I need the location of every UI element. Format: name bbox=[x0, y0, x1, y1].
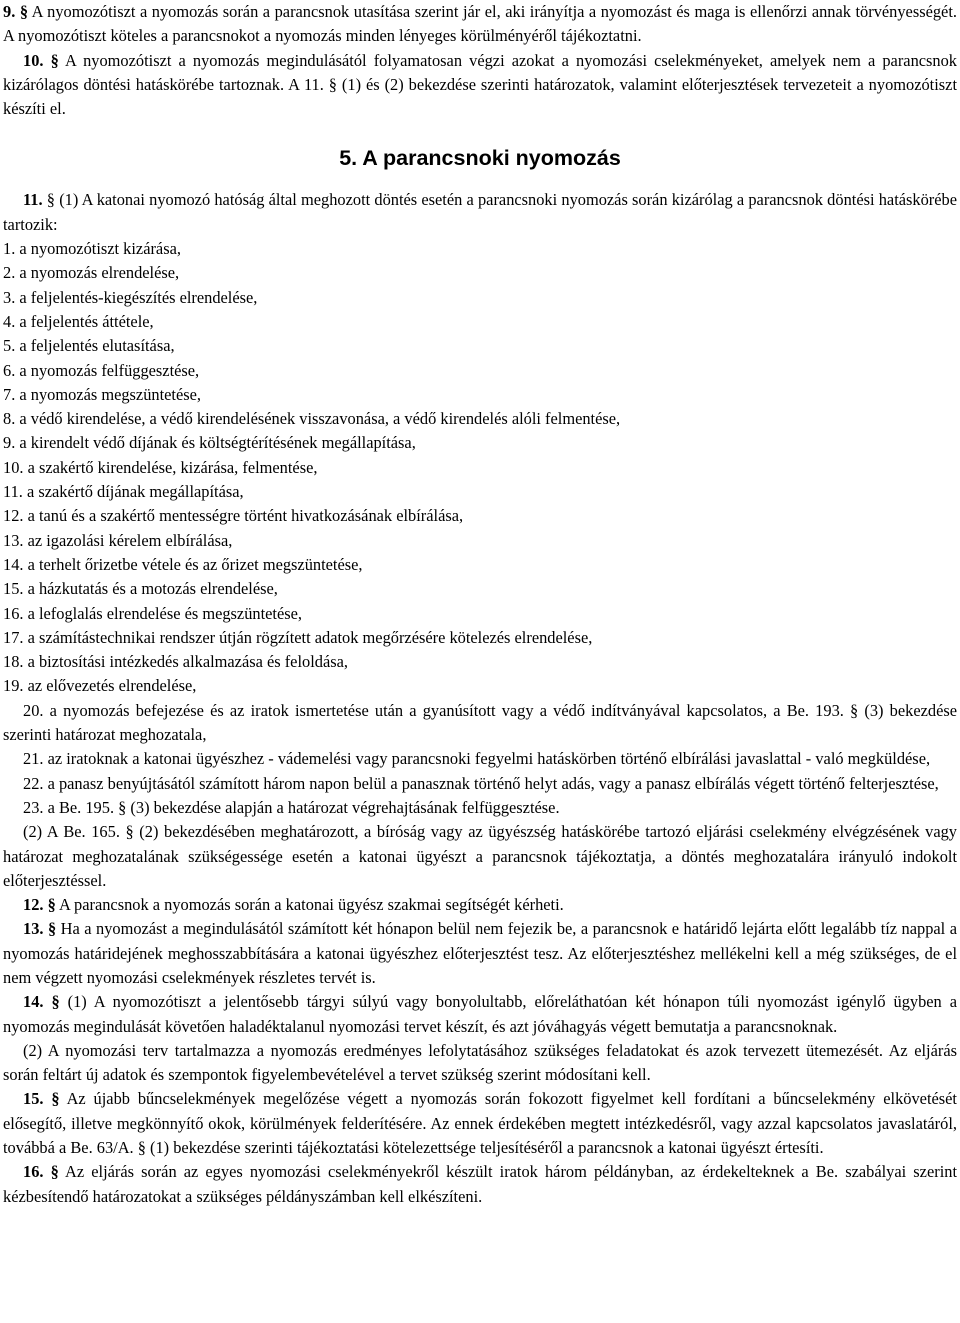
section-sign: § bbox=[47, 919, 57, 939]
list-item: 13. az igazolási kérelem elbírálása, bbox=[3, 530, 233, 550]
paragraph-number: 10. bbox=[23, 50, 44, 70]
section-sign: § bbox=[51, 992, 60, 1012]
paragraph-10 bbox=[3, 49, 957, 122]
paragraph-12 bbox=[3, 893, 957, 917]
section-sign: § bbox=[50, 1162, 59, 1182]
paragraph-9 bbox=[3, 0, 957, 49]
list-item: 21. az iratoknak a katonai ügyészhez - vádemelési vagy parancsnoki fegyelmi hatáskörben történő elbírálási javaslattal - való megküldése, bbox=[23, 749, 931, 769]
paragraph-number: 12. bbox=[23, 895, 44, 915]
section-sign: § bbox=[50, 50, 59, 70]
paragraph-text: Ha a nyomozást a megindulásától számított két hónapon belül nem fejezik be, a parancsnok e határidő lejárta előtt legalább tíz nappal a nyomozás határidejének meghosszabbítására a katonai ügyészhez előterjesztést tesz. Az előterjesztéshez mellékelni kell a még szükséges, de el nem végzett nyomozási cselekmények részletes tervét is. bbox=[3, 919, 957, 987]
list-item: 11. a szakértő díjának megállapítása, bbox=[3, 482, 244, 502]
list-item: 3. a feljelentés-kiegészítés elrendelése, bbox=[3, 287, 258, 307]
list-item: 9. a kirendelt védő díjának és költségtérítésének megállapítása, bbox=[3, 433, 416, 453]
list-item: 2. a nyomozás elrendelése, bbox=[3, 263, 180, 283]
list-item: 16. a lefoglalás elrendelése és megszüntetése, bbox=[3, 603, 303, 623]
paragraph-11-2: (2) A Be. 165. § (2) bekezdésében meghatározott, a bíróság vagy az ügyészség hatáskörébe tartozó eljárási cselekmény elvégzésének vagy határozat meghozatalának szükségessége esetén a katonai ügyészt a parancsnok tájékoztatja, a döntés meghozatalára irányuló indokolt előterjesztéssel. bbox=[3, 822, 957, 890]
paragraph-text: Az újabb bűncselekmények megelőzése végett a nyomozás során fokozott figyelmet kell fordítani a bűncselekmény elkövetését elősegítő, illetve megkönnyítő okok, körülmények felderítésére. Az ennek érdekében megtett intézkedésről, vagy azzal kapcsolatos javaslatáról, továbbá a Be. 63/A. § (1) bekezdése szerinti tájékoztatási kötelezettsége teljesítéséről a parancsnok a katonai ügyészt értesíti. bbox=[3, 1089, 957, 1158]
list-item: 1. a nyomozótiszt kizárása, bbox=[3, 239, 181, 259]
section-sign: § bbox=[19, 2, 29, 21]
list-item: 18. a biztosítási intézkedés alkalmazása és feloldása, bbox=[3, 652, 348, 672]
list-item: 7. a nyomozás megszüntetése, bbox=[3, 384, 201, 404]
list-item: 8. a védő kirendelése, a védő kirendelésének visszavonása, a védő kirendelés alóli felmentése, bbox=[3, 409, 621, 429]
paragraph-text: A parancsnok a nyomozás során a katonai ügyész szakmai segítségét kérheti. bbox=[55, 895, 564, 915]
list-item: 12. a tanú és a szakértő mentességre történt hivatkozásának elbírálása, bbox=[3, 506, 464, 526]
section-sign: § bbox=[46, 190, 55, 210]
paragraph-number: 15. bbox=[23, 1089, 44, 1109]
list-item: 22. a panasz benyújtásától számított három napon belül a panasznak történő helyt adás, vagy a panasz elbírálás végett történő felterjesztése, bbox=[23, 773, 939, 793]
paragraph-text: (1) A katonai nyomozó hatóság által meghozott döntés esetén a parancsnoki nyomozás során kizárólag a parancsnok döntési hatáskörébe tartozik: bbox=[3, 190, 957, 234]
competence-list bbox=[3, 237, 957, 820]
list-item: 14. a terhelt őrizetbe vétele és az őrizet megszüntetése, bbox=[3, 554, 363, 574]
paragraph-text: (1) A nyomozótiszt a jelentősebb tárgyi súlyú vagy bonyolultabb, előreláthatóan két hónapon túli nyomozást igénylő ügyben a nyomozás megindulását követően haladéktalanul nyomozási tervet készít, és azt jóváhagyás végett bemutatja a parancsnoknak. bbox=[3, 992, 957, 1036]
paragraph-15 bbox=[3, 1087, 957, 1160]
paragraph-number: 16. bbox=[23, 1162, 44, 1182]
list-item: 5. a feljelentés elutasítása, bbox=[3, 336, 175, 356]
section-sign: § bbox=[51, 1089, 60, 1109]
list-item: 15. a házkutatás és a motozás elrendelése, bbox=[3, 579, 278, 599]
section-sign: § bbox=[47, 895, 56, 915]
paragraph-14 bbox=[3, 990, 957, 1039]
paragraph-number: 14. bbox=[23, 992, 44, 1012]
list-item: 10. a szakértő kirendelése, kizárása, felmentése, bbox=[3, 457, 318, 477]
paragraph-13 bbox=[3, 917, 957, 990]
paragraph-11 bbox=[3, 188, 957, 237]
list-item: 4. a feljelentés áttétele, bbox=[3, 311, 154, 331]
list-item: 19. az elővezetés elrendelése, bbox=[3, 676, 197, 696]
paragraph-number: 11. bbox=[23, 190, 43, 210]
paragraph-text: Az eljárás során az egyes nyomozási cselekményekről készült iratok három példányban, az érdekelteknek a Be. szabályai szerint kézbesítendő határozatokat a szükséges példányszámban kell elkészíteni. bbox=[3, 1162, 957, 1206]
paragraph-text: A nyomozótiszt a nyomozás megindulásától folyamatosan végzi azokat a nyomozási cselekményeket, amelyek nem a parancsnok kizárólagos döntési hatáskörébe tartoznak. A 11. § (1) és (2) bekezdése szerinti határozatok, valamint előterjesztések tervezeteit a nyomozótiszt készíti el. bbox=[3, 50, 958, 119]
list-item: 17. a számítástechnikai rendszer útján rögzített adatok megőrzésére kötelezés elrendelése, bbox=[3, 627, 593, 647]
paragraph-14-2: (2) A nyomozási terv tartalmazza a nyomozás eredményes lefolytatásához szükséges feladatokat és azok tervezett ütemezését. Az eljárás során feltárt új adatok és szempontok figyelembevételével a tervet szükség szerint módosítani kell. bbox=[3, 1040, 957, 1085]
section-title: 5. A parancsnoki nyomozás bbox=[339, 146, 621, 171]
paragraph-text: A nyomozótiszt a nyomozás során a parancsnok utasítása szerint jár el, aki irányítja a nyomozást és maga is ellenőrzi annak törvényességét. A nyomozótiszt köteles a parancsnokot a nyomozás minden lényeges körülményéről tájékoztatni. bbox=[3, 2, 957, 46]
paragraph-16 bbox=[3, 1160, 957, 1209]
paragraph-number: 9. bbox=[3, 2, 16, 21]
paragraph-number: 13. bbox=[23, 919, 44, 939]
list-item: 6. a nyomozás felfüggesztése, bbox=[3, 360, 200, 380]
list-item: 23. a Be. 195. § (3) bekezdése alapján a határozat végrehajtásának felfüggesztése. bbox=[23, 797, 560, 817]
list-item: 20. a nyomozás befejezése és az iratok ismertetése után a gyanúsított vagy a védő indítványával kapcsolatos, a Be. 193. § (3) bekezdése szerinti határozat meghozatala, bbox=[3, 700, 957, 745]
